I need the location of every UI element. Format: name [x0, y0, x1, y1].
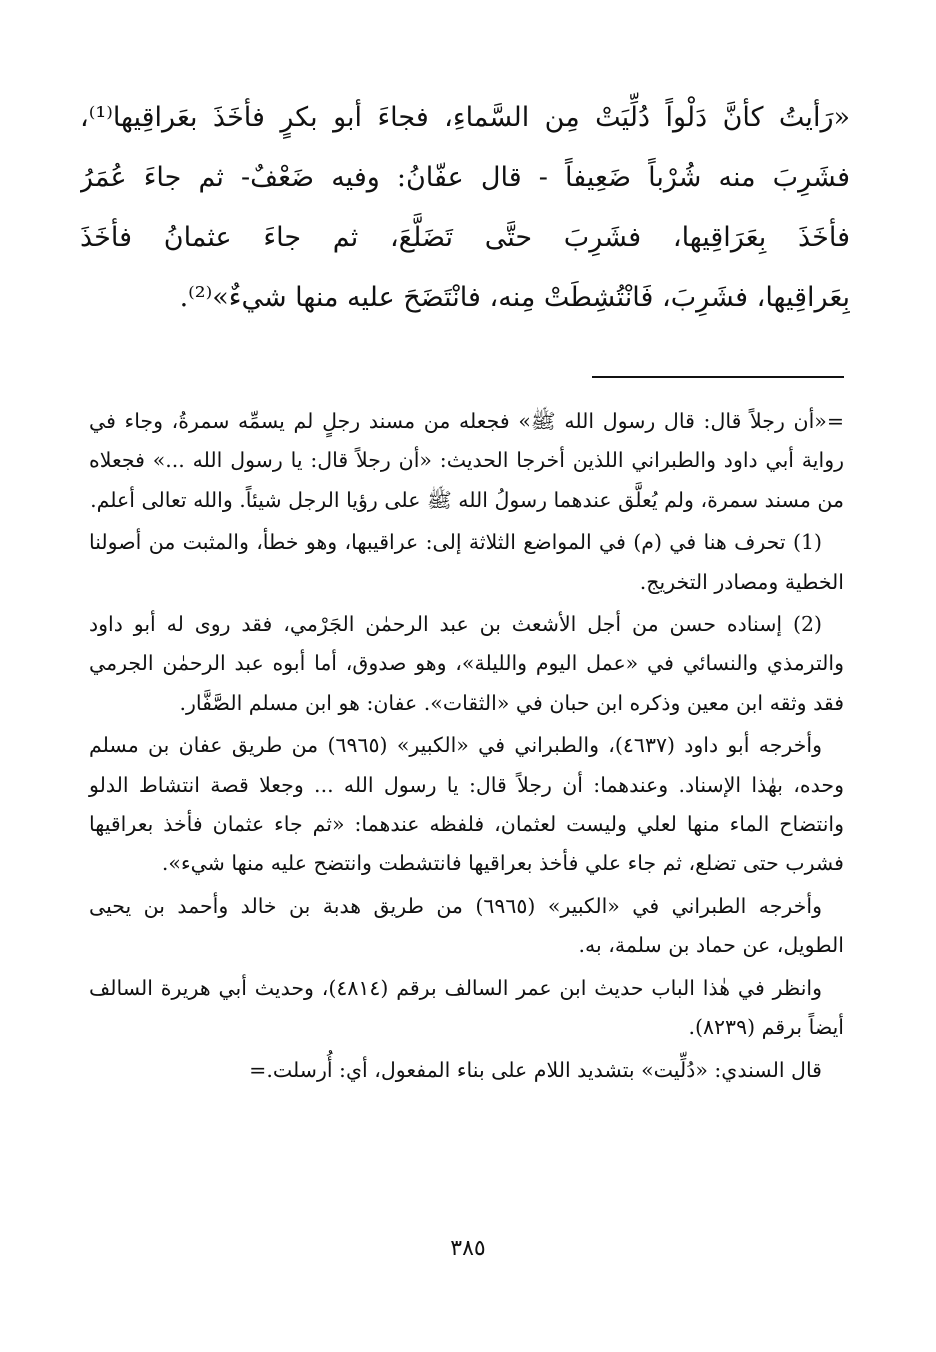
- footnote-2: (2) إسناده حسن من أجل الأشعث بن عبد الرحمٰن الجَرْمي، فقد روى له أبو داود والترمذي والنسائي في «عمل اليوم والليلة»، وهو صدوق، أما أبوه عبد الرحمٰن الجرمي فقد وثقه ابن معين وذكره ابن حبان في «الثقات». عفان: هو ابن مسلم الصَّفَّار.: [89, 612, 844, 715]
- main-text-line: بِعَراقِيها، فشَرِبَ، فَانْتُشِطَتْ مِنه، فانْتَضَحَ عليه منها شيءٌ»⁽²⁾.: [179, 282, 850, 313]
- main-text-line: فأخَذَ بِعَرَاقِيها، فشَرِبَ حتَّى تَضَلَّعَ، ثم جاءَ عثمانُ فأخَذَ: [80, 222, 850, 253]
- footnotes-section: [89, 402, 844, 1093]
- page-number: ٣٨٥: [450, 1236, 486, 1261]
- footnote-2-paragraph: وأخرجه أبو داود (٤٦٣٧)، والطبراني في «الكبير» (٦٩٦٥) من طريق عفان بن مسلم وحده، بهٰذا الإسناد. وعندهما: أن رجلاً قال: يا رسول الله ... وجعلا قصة انتشاط الدلو وانتضاح الماء منها لعلي وليست لعثمان، فلفظه عندهما: «ثم جاء عثمان فأخذ بعراقيها فشرب حتى تضلع، ثم جاء علي فأخذ بعراقيها فانتشطت وانتضح عليه منها شيء».: [89, 733, 845, 876]
- main-hadith-text: [80, 88, 850, 328]
- footnote-continuation: =«أن رجلاً قال: قال رسول الله ﷺ» فجعله من مسند رجلٍ لم يسمِّه سمرةُ، وجاء في رواية أبي داود والطبراني اللذين أخرجا الحديث: «أن رجلاً قال: يا رسول الله ...» فجعلاه من مسند سمرة، ولم يُعلَّق عندهما رسولُ الله ﷺ على رؤيا الرجل شيئاً. والله تعالى أعلم.: [89, 409, 844, 512]
- footnote-2-paragraph: قال السندي: «دُلِّيت» بتشديد اللام على بناء المفعول، أي: أُرسلت.=: [249, 1057, 822, 1082]
- footnote-2-paragraph: وانظر في هٰذا الباب حديث ابن عمر السالف برقم (٤٨١٤)، وحديث أبي هريرة السالف أيضاً برقم (٨٢٣٩).: [89, 975, 844, 1040]
- main-text-line: «رَأيتُ كأنَّ دَلْواً دُلِّيَتْ مِن السَّماءِ، فجاءَ أبو بكرٍ فأخَذَ بعَراقِيها⁽¹⁾،: [80, 102, 850, 133]
- footnote-1: (1) تحرف هنا في (م) في المواضع الثلاثة إلى: عراقيبها، وهو خطأ، والمثبت من أصولنا الخطية ومصادر التخريج.: [89, 530, 844, 594]
- footnote-divider: [592, 376, 844, 378]
- main-text-line: فشَرِبَ منه شُرْباً ضَعِيفاً - قال عفّانُ: وفيه ضَعْفٌ- ثم جاءَ عُمَرُ: [80, 162, 850, 193]
- footnote-2-paragraph: وأخرجه الطبراني في «الكبير» (٦٩٦٥) من طريق هدبة بن خالد وأحمد بن يحيى الطويل، عن حماد بن سلمة، به.: [89, 893, 844, 958]
